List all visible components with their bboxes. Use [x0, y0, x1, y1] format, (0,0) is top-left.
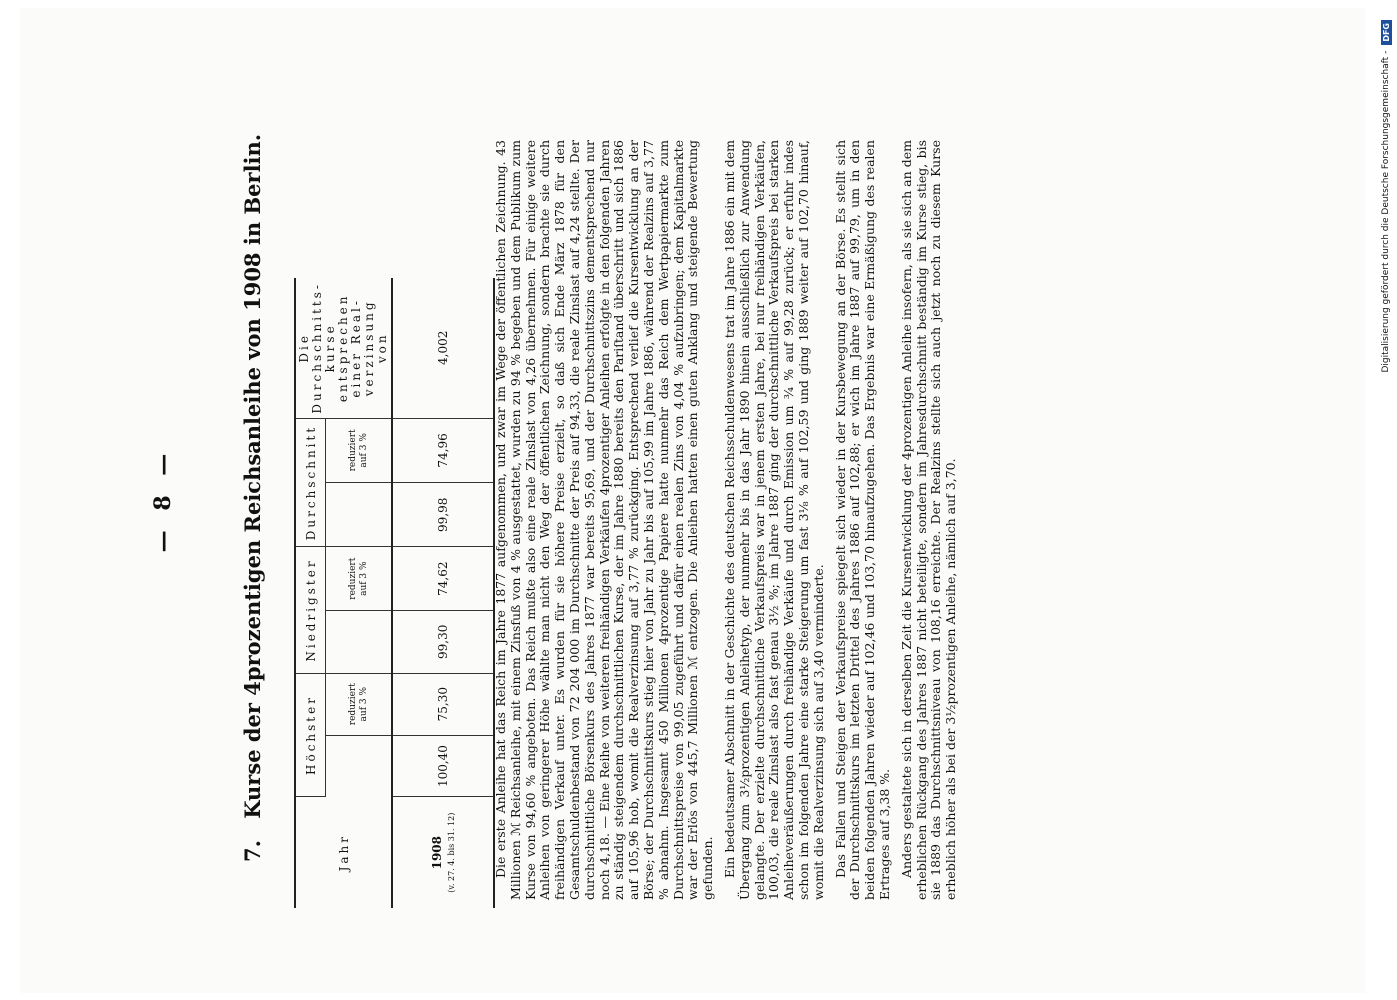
cell-niedrigster: 99,30 [392, 610, 494, 673]
dfg-logo: DFG [1381, 20, 1392, 45]
page-title [240, 122, 265, 862]
section-number: 7. [240, 840, 265, 862]
cell-hoechster: 100,40 [392, 735, 494, 797]
cell-jahr [392, 797, 494, 908]
header-hoechster: Höchster [295, 673, 326, 797]
jahr-zeitraum: (v. 27. 4. bis 31. 12) [447, 812, 456, 893]
paragraph-3: Das Fallen und Steigen der Verkaufspreise spiegelt sich wieder in der Kursbewegung an der Börse. Es stellt sich der Durchschnittskurs im letzten Drittel des Jahres 1886 auf 102,88; er wich im Jahre 1887 auf 99,79, um in den beiden folgenden Jahren wieder auf 102,46 und 103,70 hinaufzugehen. Das Ergebnis war eine Ermäßigung des realen Ertrages auf 3,38 %. [832, 140, 892, 900]
kurse-table [294, 278, 495, 908]
cell-durchschnitt: 99,98 [392, 483, 494, 547]
header-jahr: Jahr [295, 797, 392, 908]
jahr-value: 1908 [430, 835, 444, 870]
header-durchschnitt-reduziert: reduziert auf 3 % [326, 418, 392, 483]
header-realverzinsung: Die Durchschnitts-kurse entsprechen einer Real-verzinsung von [295, 278, 392, 418]
header-durchschnitt: Durchschnitt [295, 418, 326, 547]
header-niedrigster: Niedrigster [295, 547, 326, 673]
body-text [494, 140, 966, 900]
funding-sidebar [1375, 0, 1397, 1000]
cell-durchschnitt-reduziert: 74,96 [392, 418, 494, 483]
header-hoechster-reduziert: reduziert auf 3 % [326, 673, 392, 735]
cell-realverzinsung: 4,002 [392, 278, 494, 418]
header-niedrigster-nominal [326, 610, 392, 673]
rotated-content [102, 120, 1282, 900]
funding-note [1379, 20, 1393, 980]
paragraph-2: Ein bedeutsamer Abschnitt in der Geschichte des deutschen Reichsschuldenwesens trat im Jahre 1886 ein mit dem Übergang zum 3½prozentigen Anleihetyp, der nunmehr bis in das Jahr 1890 hinein ausschließlich zur Anwendung gelangte. Der erzielte durchschnittliche Verkaufspreis war in jenem ersten Jahre, bei nur freihändigen Verkäufen, 100,03, die reale Zinslast also fast genau 3½ %; im Jahre 1887 ging der durchschnittliche Verkaufspreis bei starken Anleiheveräußerungen durch freihändige Verkäufe und durch Emission um ¾ % auf 99,28 zurück; er erfuhr indes schon im folgenden Jahre eine starke Steigerung um fast 3⅛ % auf 102,59 und ging 1889 weiter auf 102,70 hinauf, womit die Realverzinsung sich auf 3,40 verminderte. [721, 140, 826, 900]
scanned-page [20, 8, 1365, 993]
header-hoechster-nominal [326, 735, 392, 797]
paragraph-4: Anders gestaltete sich in derselben Zeit die Kursentwicklung der 4prozentigen Anleihe insofern, als sie sich an dem erheblichen Rückgang des Jahres 1887 nicht beteiligte, sondern im Jahresdurchschnitt beständig im Kurse stieg, bis sie 1889 das Durchschnittsniveau von 108,16 erreichte. Der Realzins stellte sich auch jetzt noch zu diesem Kurse erheblich höher als bei der 3½prozentigen Anleihe, nämlich auf 3,70. [898, 140, 959, 900]
cell-niedrigster-reduziert: 74,62 [392, 547, 494, 611]
header-niedrigster-reduziert: reduziert auf 3 % [326, 547, 392, 611]
cell-hoechster-reduziert: 75,30 [392, 673, 494, 735]
page-number: — 8 — [150, 447, 176, 553]
section-title: Kurse der 4prozentigen Reichsanleihe von 1908 in Berlin. [240, 133, 265, 819]
table-row [392, 278, 494, 908]
paragraph-1: Die erste Anleihe hat das Reich im Jahre 1877 aufgenommen, und zwar im Wege der öffentlichen Zeichnung. 43 Millionen ℳ Reichsanleihe, mit einem Zinsfuß von 4 % ausgestattet, wurden zu 94 % begeben und dem Publikum zum Kurse von 94,60 % angeboten. Das Reich mußte also eine reale Zinslast von 4,26 übernehmen. Für einige weitere Anleihen von geringerer Höhe wählte man nicht den Weg der öffentlichen Zeichnung, sondern brachte sie durch freihändigen Verkauf unter. Es wurden für sie höhere Preise erzielt, so daß sich Ende März 1878 für den Gesamtschuldenbestand von 72 204 000 im Durchschnitte der Preis auf 94,33, die reale Zinslast auf 4,24 stellte. Der durchschnittliche Börsenkurs des Jahres 1877 war bereits 95,69, und der Durchschnittszins dementsprechend nur noch 4,18. — Eine Reihe von weiteren freihändigen Verkäufen 4prozentiger Anleihen erfolgte in den folgenden Jahren zu ständig steigendem durchschnittlichen Kurse, der im Jahre 1880 bereits den Pariſtand überschritt und sich 1886 auf 105,96 hob, womit die Realverzinsung auf 3,77 % zurückging. Entsprechend verlief die Kursentwicklung an der Börse; der Durchschnittskurs stieg hier von Jahr zu Jahr bis auf 105,99 im Jahre 1886, während der Realzins auf 3,77 % abnahm. Insgesamt 450 Millionen 4prozentige Papiere hatte nunmehr das Reich dem Wertpapiermarkte zum Durchschnittspreise von 99,05 zugeführt und dafür einen realen Zins von 4,04 % aufzubringen; dem Kapitalmarkte war der Erlös von 445,7 Millionen ℳ entzogen. Die Anleihen hatten einen guten Anklang und steigende Bewertung gefunden. [493, 140, 716, 900]
funding-text: Digitalisierung gefördert durch die Deutsche Forschungsgemeinschaft - [1381, 50, 1391, 373]
header-durchschnitt-nominal [326, 483, 392, 547]
